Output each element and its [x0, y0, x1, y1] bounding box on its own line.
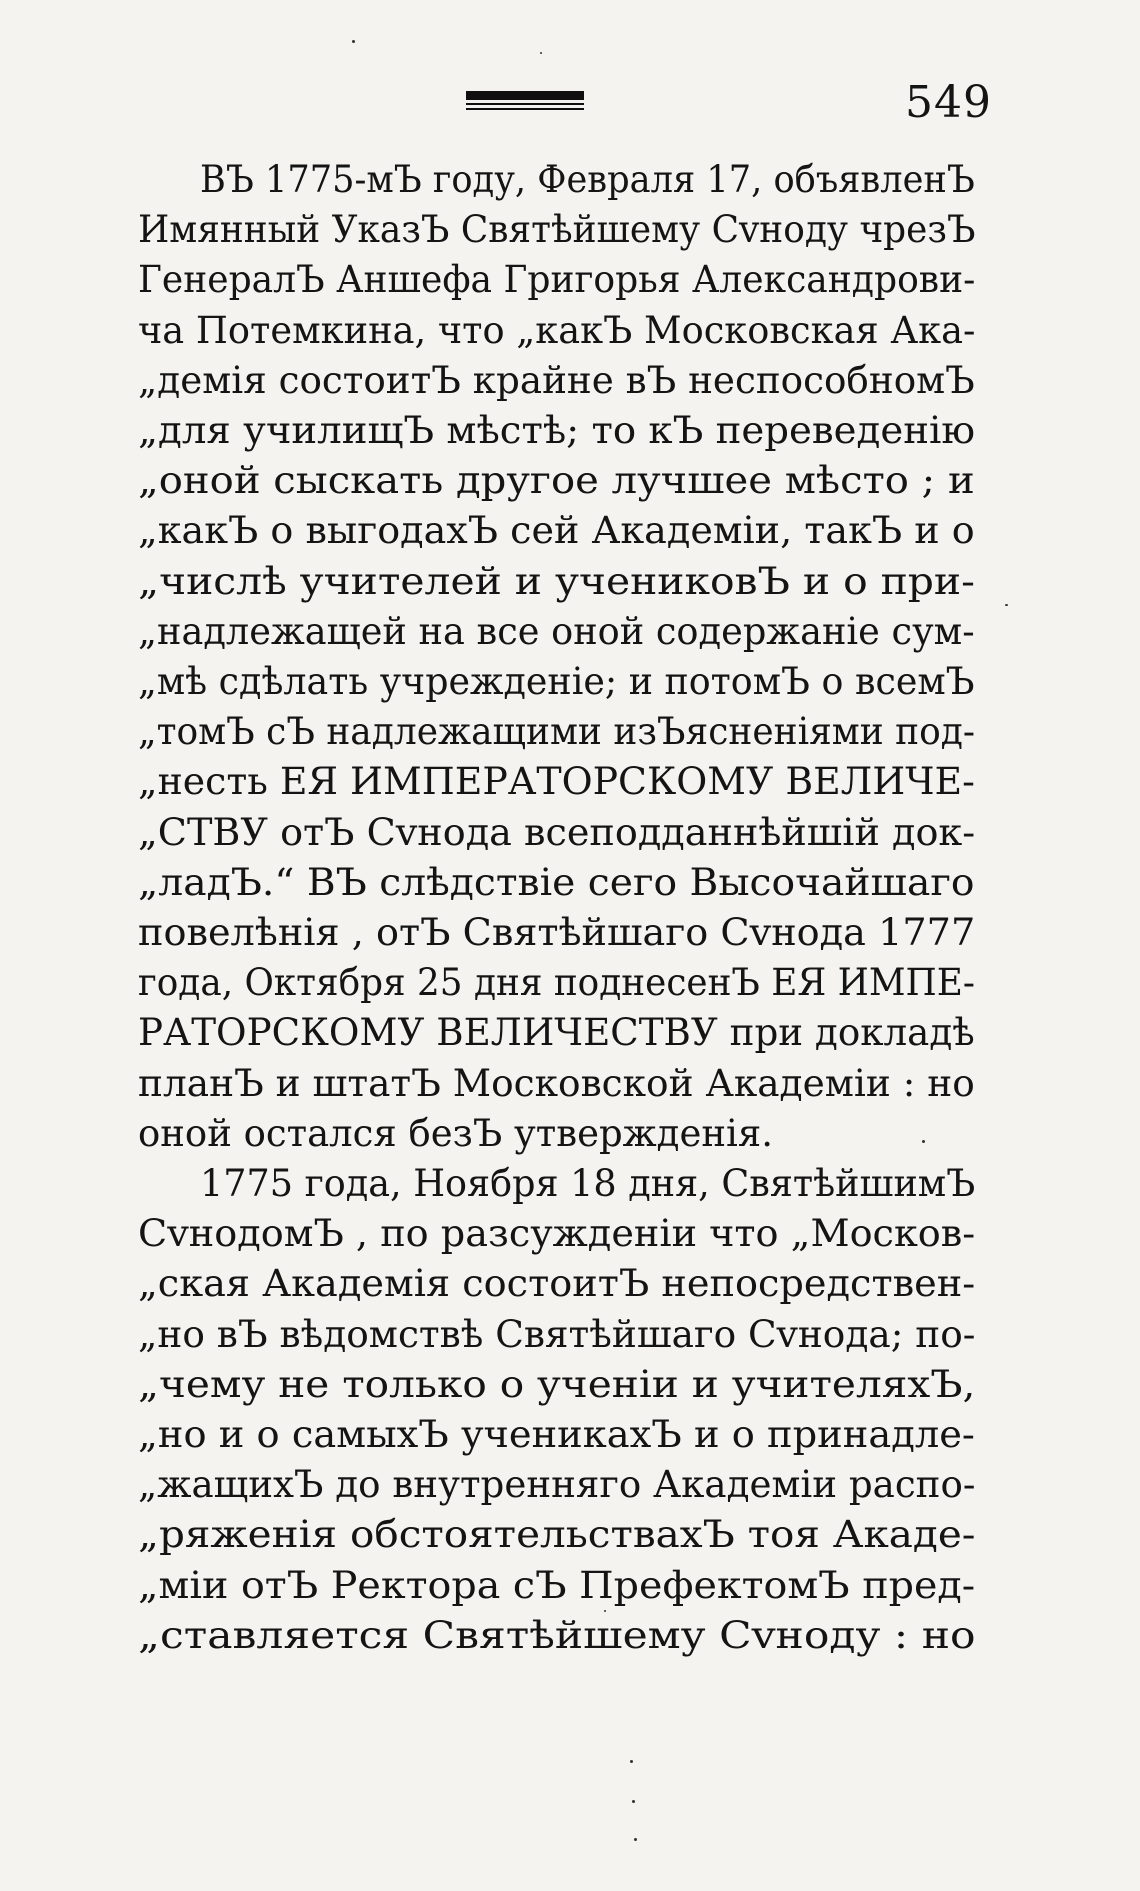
scan-speck — [540, 52, 542, 54]
text-line: „ская Академія состоитЪ непосредствен- — [138, 1262, 976, 1306]
text-line: „міи отЪ Ректора сЪ ПрефектомЪ пред- — [138, 1563, 976, 1607]
text-line: „СТВУ отЪ Сvнода всеподданнѣйшій док- — [138, 810, 976, 854]
text-line: „несть ЕЯ ИМПЕРАТОРСКОМУ ВЕЛИЧЕ- — [138, 760, 975, 804]
scan-speck — [1005, 604, 1008, 606]
text-line: „жащихЪ до внутренняго Академіи распо- — [138, 1463, 976, 1507]
scan-speck — [634, 1838, 637, 1841]
scan-speck — [352, 40, 355, 43]
text-line: „томЪ сЪ надлежащими изЪясненіями под- — [138, 710, 976, 754]
text-line: „числѣ учителей и учениковЪ и о при- — [138, 559, 975, 603]
text-line: ВЪ 1775-мЪ году, Февраля 17, объявленЪ — [200, 158, 975, 201]
scan-speck — [922, 1140, 925, 1143]
text-line: ча Потемкина, что „какЪ Московская Ака- — [138, 308, 976, 352]
text-line: „ладЪ.“ ВЪ слѣдствіе сего Высочайшаго — [138, 860, 975, 904]
ornament-rule — [466, 108, 584, 110]
text-line: „ряженія обстоятельствахЪ тоя Акаде- — [138, 1513, 976, 1557]
text-line: „мѣ сдѣлать учрежденіе; и потомЪ о всемЪ — [138, 660, 975, 703]
scan-speck — [604, 1610, 606, 1612]
text-line: года, Октября 25 дня поднесенЪ ЕЯ ИМПЕ- — [138, 961, 976, 1005]
ornament-bar — [466, 91, 584, 100]
text-line: повелѣнія , отЪ Святѣйшаго Сvнода 1777 — [138, 911, 976, 954]
text-line: 1775 года, Ноября 18 дня, СвятѣйшимЪ — [200, 1162, 976, 1205]
page-number: 549 — [905, 77, 992, 128]
text-line: планЪ и штатЪ Московской Академіи : но — [138, 1061, 975, 1105]
ornament-rule — [466, 103, 584, 105]
text-line: оной остался безЪ утвержденія. — [138, 1111, 773, 1155]
text-line: „надлежащей на все оной содержаніе сум- — [138, 609, 975, 653]
header-ornament — [466, 88, 584, 112]
text-line: „для училищЪ мѣстѣ; то кЪ переведенію — [138, 409, 975, 452]
text-line: РАТОРСКОМУ ВЕЛИЧЕСТВУ при докладѣ — [138, 1011, 975, 1055]
text-line: „ставляется Святѣйшему Сvноду : но — [138, 1613, 976, 1657]
scan-speck — [630, 1760, 633, 1763]
text-line: „какЪ о выгодахЪ сей Академіи, такЪ и о — [138, 509, 975, 553]
text-line: „демія состоитЪ крайне вЪ неспособномЪ — [138, 358, 975, 402]
text-line: ГенералЪ Аншефа Григорья Александрови- — [138, 258, 976, 302]
scan-speck — [632, 1800, 635, 1803]
text-line: „оной сыскать другое лучшее мѣсто ; и — [138, 459, 975, 503]
text-line: Имянный УказЪ Святѣйшему Сvноду чрезЪ — [138, 208, 976, 252]
text-line: „чему не только о ученіи и учителяхЪ, — [138, 1362, 976, 1406]
text-line: „но и о самыхЪ ученикахЪ и о принадле- — [138, 1413, 975, 1456]
text-line: СvнодомЪ , по разсужденіи что „Москов- — [138, 1212, 976, 1256]
text-line: „но вЪ вѣдомствѣ Святѣйшаго Сvнода; по- — [138, 1312, 976, 1356]
